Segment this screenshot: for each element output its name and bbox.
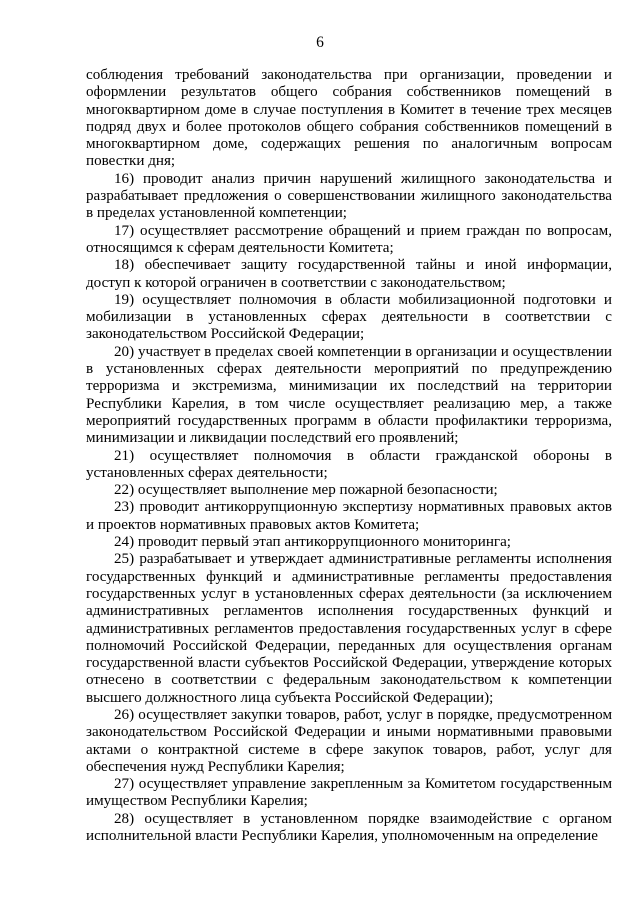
paragraph: 17) осуществляет рассмотрение обращений и прием граждан по вопросам, относящимся к сферам деятельности Комитета; <box>86 222 612 256</box>
paragraph: 16) проводит анализ причин нарушений жилищного законодательства и разрабатывает предложения о совершенствовании жилищного законодательства в пределах установленной компетенции; <box>86 170 612 222</box>
paragraph: 23) проводит антикоррупционную экспертизу нормативных правовых актов и проектов нормативных правовых актов Комитета; <box>86 499 612 533</box>
paragraph: 25) разрабатывает и утверждает административные регламенты исполнения государственных функций и административные регламенты предоставления государственных услуг в установленных сферах деятельности (за исключением административных регламентов исполнения государственных функций и административных регламентов предоставления государственных услуг в сфере полномочий Российской Федерации, переданных для осуществления органам государственной власти субъектов Российской Федерации, утверждение которых отнесено в соответствии с федеральным законодательством к компетенции высшего должностного лица субъекта Российской Федерации); <box>86 551 612 706</box>
document-body <box>86 67 612 845</box>
paragraph: 24) проводит первый этап антикоррупционного мониторинга; <box>114 534 511 551</box>
paragraph: 28) осуществляет в установленном порядке взаимодействие с органом исполнительной власти Республики Карелия, уполномоченным на определение <box>86 810 612 845</box>
page-number: 6 <box>316 34 324 51</box>
paragraph: 21) осуществляет полномочия в области гражданской обороны в установленных сферах деятельности; <box>86 447 612 481</box>
paragraph: 19) осуществляет полномочия в области мобилизационной подготовки и мобилизации в установленных сферах деятельности в соответствии с законодательством Российской Федерации; <box>86 291 612 343</box>
paragraph: соблюдения требований законодательства при организации, проведении и оформлении результатов общего собрания собственников помещений в многоквартирном доме в случае поступления в Комитет в течение трех месяцев подряд двух и более протоколов общего собрания собственников помещений в многоквартирном доме, содержащих решения по аналогичным вопросам повестки дня; <box>86 67 612 170</box>
paragraph: 18) обеспечивает защиту государственной тайны и иной информации, доступ к которой ограничен в соответствии с законодательством; <box>86 257 612 291</box>
paragraph: 20) участвует в пределах своей компетенции в организации и осуществлении в установленных сферах деятельности мероприятий по предупреждению терроризма и экстремизма, минимизации их последствий на территории Республики Карелия, в том числе осуществляет реализацию мер, а также мероприятий государственных программ в области профилактики терроризма, минимизации и ликвидации последствий его проявлений; <box>86 343 612 447</box>
paragraph: 22) осуществляет выполнение мер пожарной безопасности; <box>114 482 498 499</box>
paragraph: 26) осуществляет закупки товаров, работ, услуг в порядке, предусмотренном законодательством Российской Федерации и иными нормативными правовыми актами о контрактной системе в сфере закупок товаров, работ, услуг для обеспечения нужд Республики Карелия; <box>86 706 612 775</box>
paragraph: 27) осуществляет управление закрепленным за Комитетом государственным имуществом Республики Карелия; <box>86 776 612 810</box>
